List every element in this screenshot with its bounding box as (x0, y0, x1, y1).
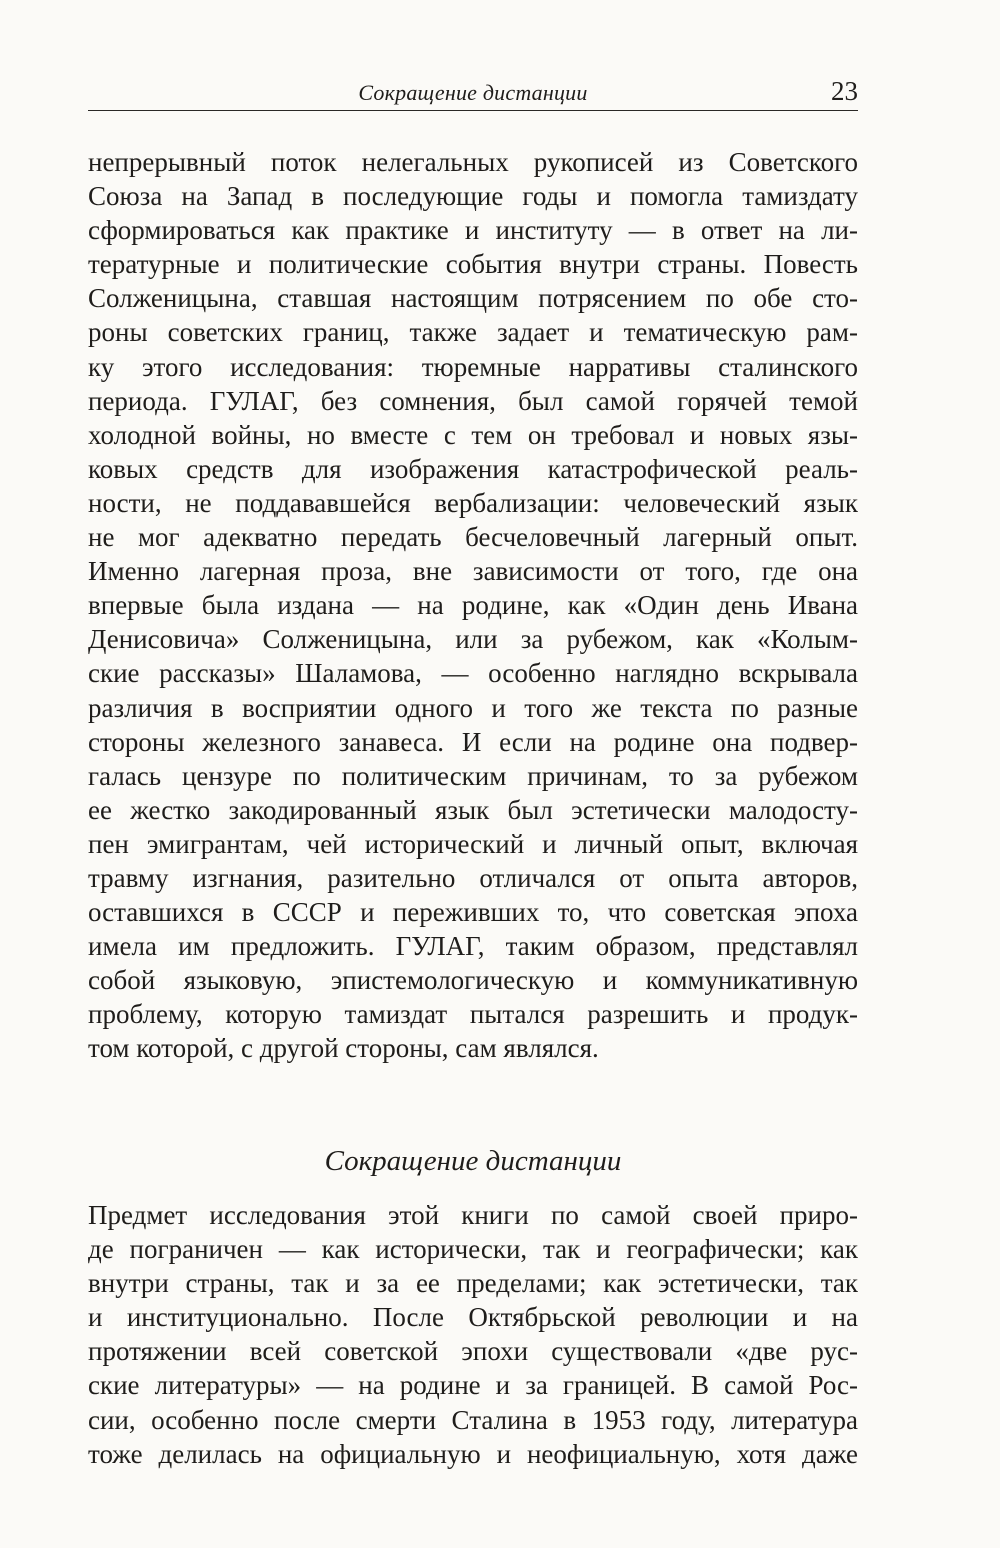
text-line: де пограничен — как исторически, так и географически; как (88, 1234, 858, 1265)
text-line: непрерывный поток нелегальных рукописей из Советского (88, 147, 858, 177)
running-title: Сокращение дистанции (358, 80, 588, 105)
text-line: протяжении всей советской эпохи существовали «две рус- (88, 1336, 858, 1367)
text-line: собой языковую, эпистемологическую и коммуникативную (88, 965, 858, 996)
page-number: 23 (831, 76, 858, 106)
text-line: роны советских границ, также задает и тематическую рам- (88, 317, 858, 348)
text-line: внутри страны, так и за ее пределами; как эстетически, так (88, 1268, 858, 1299)
text-line: ку этого исследования: тюремные нарративы сталинского (88, 351, 858, 382)
text-line: проблему, которую тамиздат пытался разрешить и продук- (88, 999, 858, 1030)
text-line: ковых средств для изображения катастрофической реаль- (88, 453, 858, 484)
text-line: ские рассказы» Шаламова, — особенно наглядно вскрывала (88, 658, 858, 689)
text-line: Предмет исследования этой книги по самой своей приро- (88, 1200, 858, 1230)
text-line: сформироваться как практике и институту — в ответ на ли- (88, 215, 858, 246)
text-line: не мог адекватно передать бесчеловечный лагерный опыт. (88, 522, 858, 553)
text-line: сии, особенно после смерти Сталина в 1953 году, литература (88, 1404, 858, 1435)
running-header (88, 78, 858, 111)
text-line: впервые была издана — на родине, как «Один день Ивана (88, 590, 858, 621)
text-line: том которой, с другой стороны, сам являлся. (88, 1033, 599, 1064)
text-line: периода. ГУЛАГ, без сомнения, был самой горячей темой (88, 385, 858, 416)
text-line: ности, не поддававшейся вербализации: человеческий язык (88, 487, 858, 518)
text-line: Союза на Запад в последующие годы и помогла тамиздату (88, 181, 858, 212)
section-heading: Сокращение дистанции (324, 1145, 622, 1177)
text-line: Именно лагерная проза, вне зависимости от того, где она (88, 556, 858, 587)
text-line: различия в восприятии одного и того же текста по разные (88, 692, 858, 723)
text-line: ские литературы» — на родине и за границей. В самой Рос- (88, 1370, 858, 1401)
text-line: стороны железного занавеса. И если на родине она подвер- (88, 726, 858, 757)
text-line: Денисовича» Солженицына, или за рубежом, как «Колым- (88, 624, 858, 655)
text-line: и институционально. После Октябрьской революции и на (88, 1302, 858, 1333)
text-line: ее жестко закодированный язык был эстетически малодосту- (88, 794, 858, 825)
text-line: тоже делилась на официальную и неофициальную, хотя даже (88, 1438, 858, 1469)
paragraph-2 (88, 1198, 858, 1471)
text-line: холодной войны, но вместе с тем он требовал и новых язы- (88, 419, 858, 450)
text-line: Солженицына, ставшая настоящим потрясением по обе сто- (88, 283, 858, 314)
text-line: галась цензуре по политическим причинам, то за рубежом (88, 760, 858, 791)
text-line: имела им предложить. ГУЛАГ, таким образом, представлял (88, 931, 858, 962)
text-line: пен эмигрантам, чей исторический и личный опыт, включая (88, 828, 858, 859)
text-line: тературные и политические события внутри страны. Повесть (88, 249, 858, 280)
paragraph-1 (88, 145, 858, 1066)
text-line: оставшихся в СССР и переживших то, что советская эпоха (88, 897, 858, 928)
text-line: травму изгнания, разительно отличался от опыта авторов, (88, 862, 858, 893)
